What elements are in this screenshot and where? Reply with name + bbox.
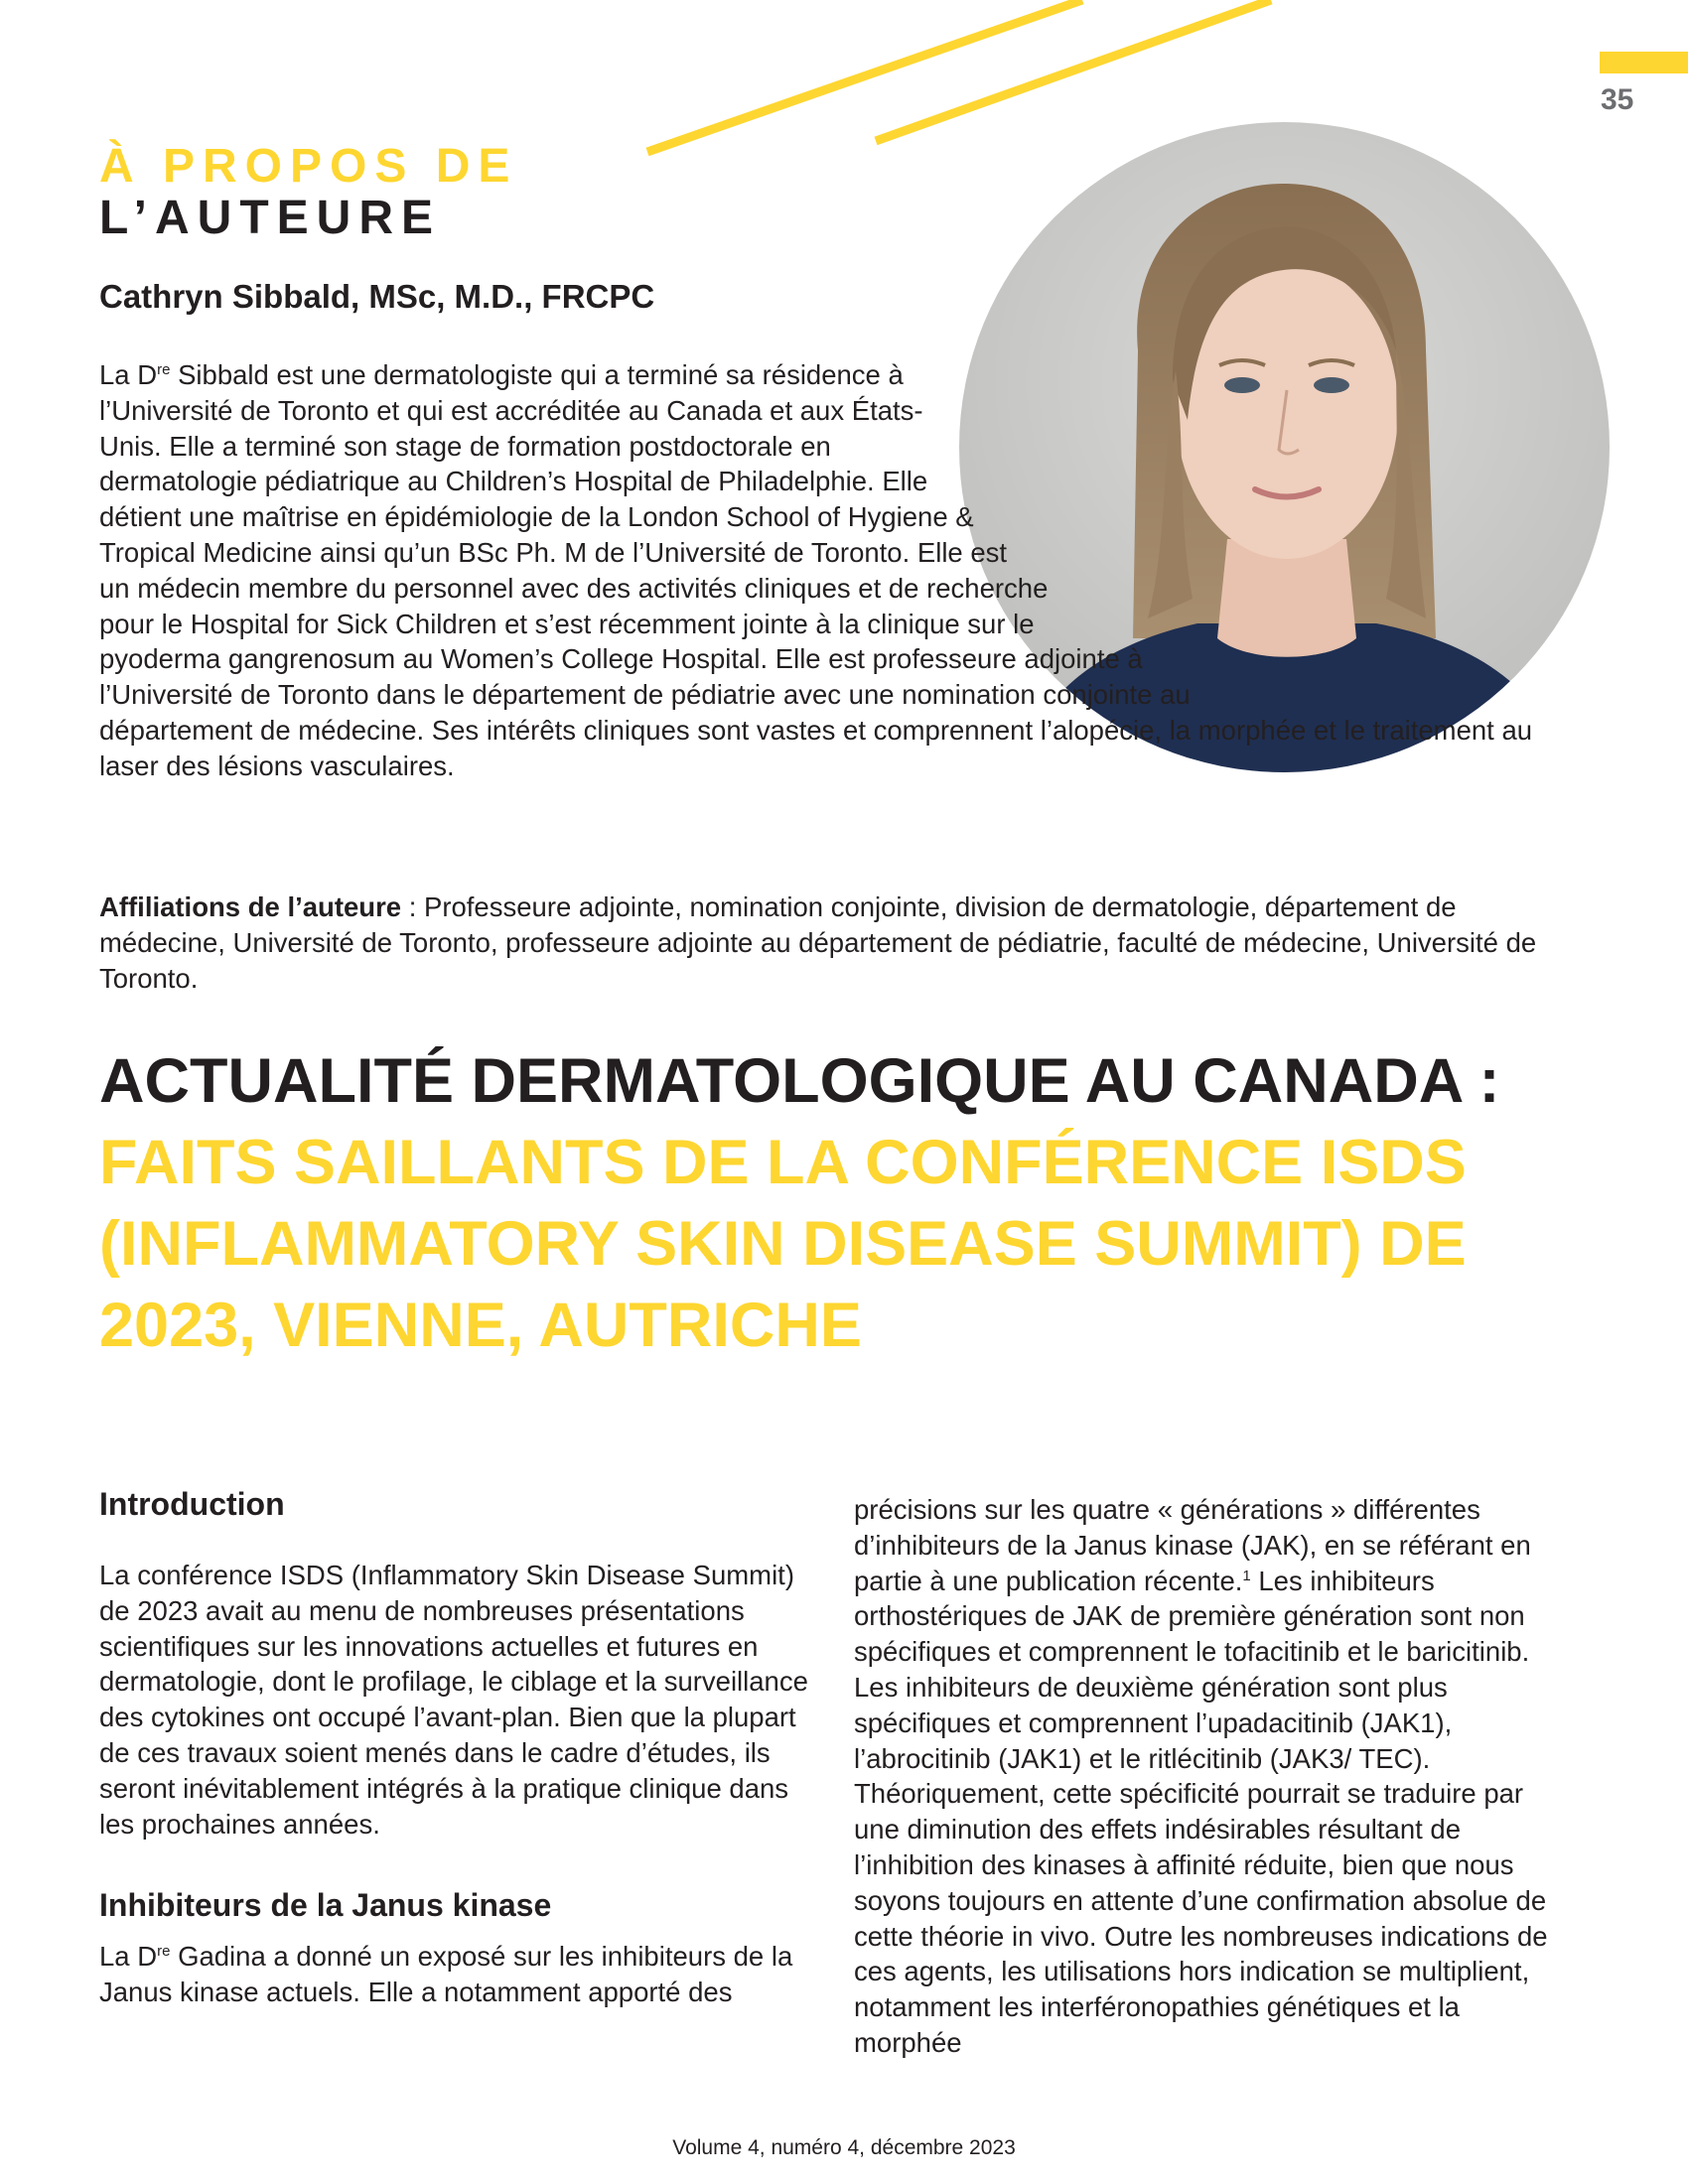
affiliations-text: : Professeure adjointe, nomination conjointe, division de dermatologie, département de médecine, Université de Toronto, professeure adjointe au département de pédiatrie, faculté de médecine, Université de Toronto. <box>99 891 1537 994</box>
about-heading-line2: L’AUTEURE <box>99 192 442 244</box>
page-footer: Volume 4, numéro 4, décembre 2023 <box>672 2136 1016 2159</box>
about-heading-line1: À PROPOS DE <box>99 140 518 193</box>
author-bio <box>99 357 1589 784</box>
right-text-start: précisions sur les quatre « générations » différentes d’inhibiteurs de la Janus kinase (JAK), en se référant en partie à une publication récente. <box>854 1494 1531 1596</box>
intro-paragraph: La conférence ISDS (Inflammatory Skin Disease Summit) de 2023 avait au menu de nombreuses présentations scientifiques sur les innovations actuelles et futures en dermatologie, dont le profilage, le ciblage et la surveillance des cytokines ont occupé l’avant-plan. Bien que la plupart de ces travaux soient menés dans le cadre d’études, ils seront inévitablement intégrés à la pratique clinique dans les prochaines années. <box>99 1560 808 1840</box>
right-text: Les inhibiteurs orthostériques de JAK de première génération sont non spécifiques et comprennent le tofacitinib et le baricitinib. Les inhibiteurs de deuxième génération sont plus spécifiques et comprennent l’upadacitinib (JAK1), l’abrocitinib (JAK1) et le ritlécitinib (JAK3/ TEC). Théoriquement, cette spécificité pourrait se traduire par une diminution des effets indésirables résultant de l’inhibition des kinases à affinité réduite, bien que nous soyons toujours en attente d’une confirmation absolue de cette théorie in vivo. Outre les nombreuses indications de ces agents, les utilisations hors indication se multiplient, notamment les interféronopathies génétiques et la morphée <box>854 1565 1548 2058</box>
article-column-right <box>854 1492 1574 2061</box>
jak-text-start: La D <box>99 1941 158 1973</box>
section-heading-introduction: Introduction <box>99 1486 285 1522</box>
reference-superscript: 1 <box>1242 1567 1251 1584</box>
headline-part-yellow: FAITS SAILLANTS DE LA CONFÉRENCE ISDS (INFLAMMATORY SKIN DISEASE SUMMIT) DE 2023, VIENNE, AUTRICHE <box>99 1128 1467 1360</box>
bio-text: Sibbald est une dermatologiste qui a terminé sa résidence à l’Université de Toronto et qui est accréditée au Canada et aux États-Unis. Elle a terminé son stage de formation postdoctorale en dermatologie pédiatrique au Children’s Hospital de Philadelphie. Elle détient une maîtrise en épidémiologie de la London School of Hygiene & Tropical Medicine ainsi qu’un BSc Ph. M de l’Université de Toronto. Elle est un médecin membre du personnel avec des activités cliniques et de recherche pour le Hospital for Sick Children et s’est récemment jointe à la clinique sur le pyoderma gangrenosum au Women’s College Hospital. Elle est professeure adjointe à l’Université de Toronto dans le département de pédiatrie avec une nomination conjointe au département de médecine. Ses intérêts cliniques sont vastes et comprennent l’alopécie, la morphée et le traitement au laser des lésions vasculaires. <box>99 359 1533 781</box>
article-column-left <box>99 1484 819 2010</box>
author-affiliations <box>99 889 1589 996</box>
page-number: 35 <box>1601 83 1634 116</box>
author-name: Cathryn Sibbald, MSc, M.D., FRCPC <box>99 278 655 315</box>
jak-text: Gadina a donné un exposé sur les inhibiteurs de la Janus kinase actuels. Elle a notamment apporté des <box>99 1941 793 2008</box>
section-heading-jak: Inhibiteurs de la Janus kinase <box>99 1887 552 1924</box>
article-headline <box>99 1040 1589 1366</box>
about-heading <box>99 141 517 244</box>
bio-superscript: re <box>157 360 171 378</box>
right-column-paragraph <box>854 1492 1574 2061</box>
page-tab-marker <box>1600 52 1688 73</box>
jak-paragraph <box>99 1939 819 2010</box>
affiliations-label: Affiliations de l’auteure <box>99 891 402 922</box>
bio-text-start: La D <box>99 359 158 390</box>
headline-part-black: ACTUALITÉ DERMATOLOGIQUE AU CANADA : <box>99 1046 1500 1116</box>
jak-superscript: re <box>157 1943 171 1961</box>
